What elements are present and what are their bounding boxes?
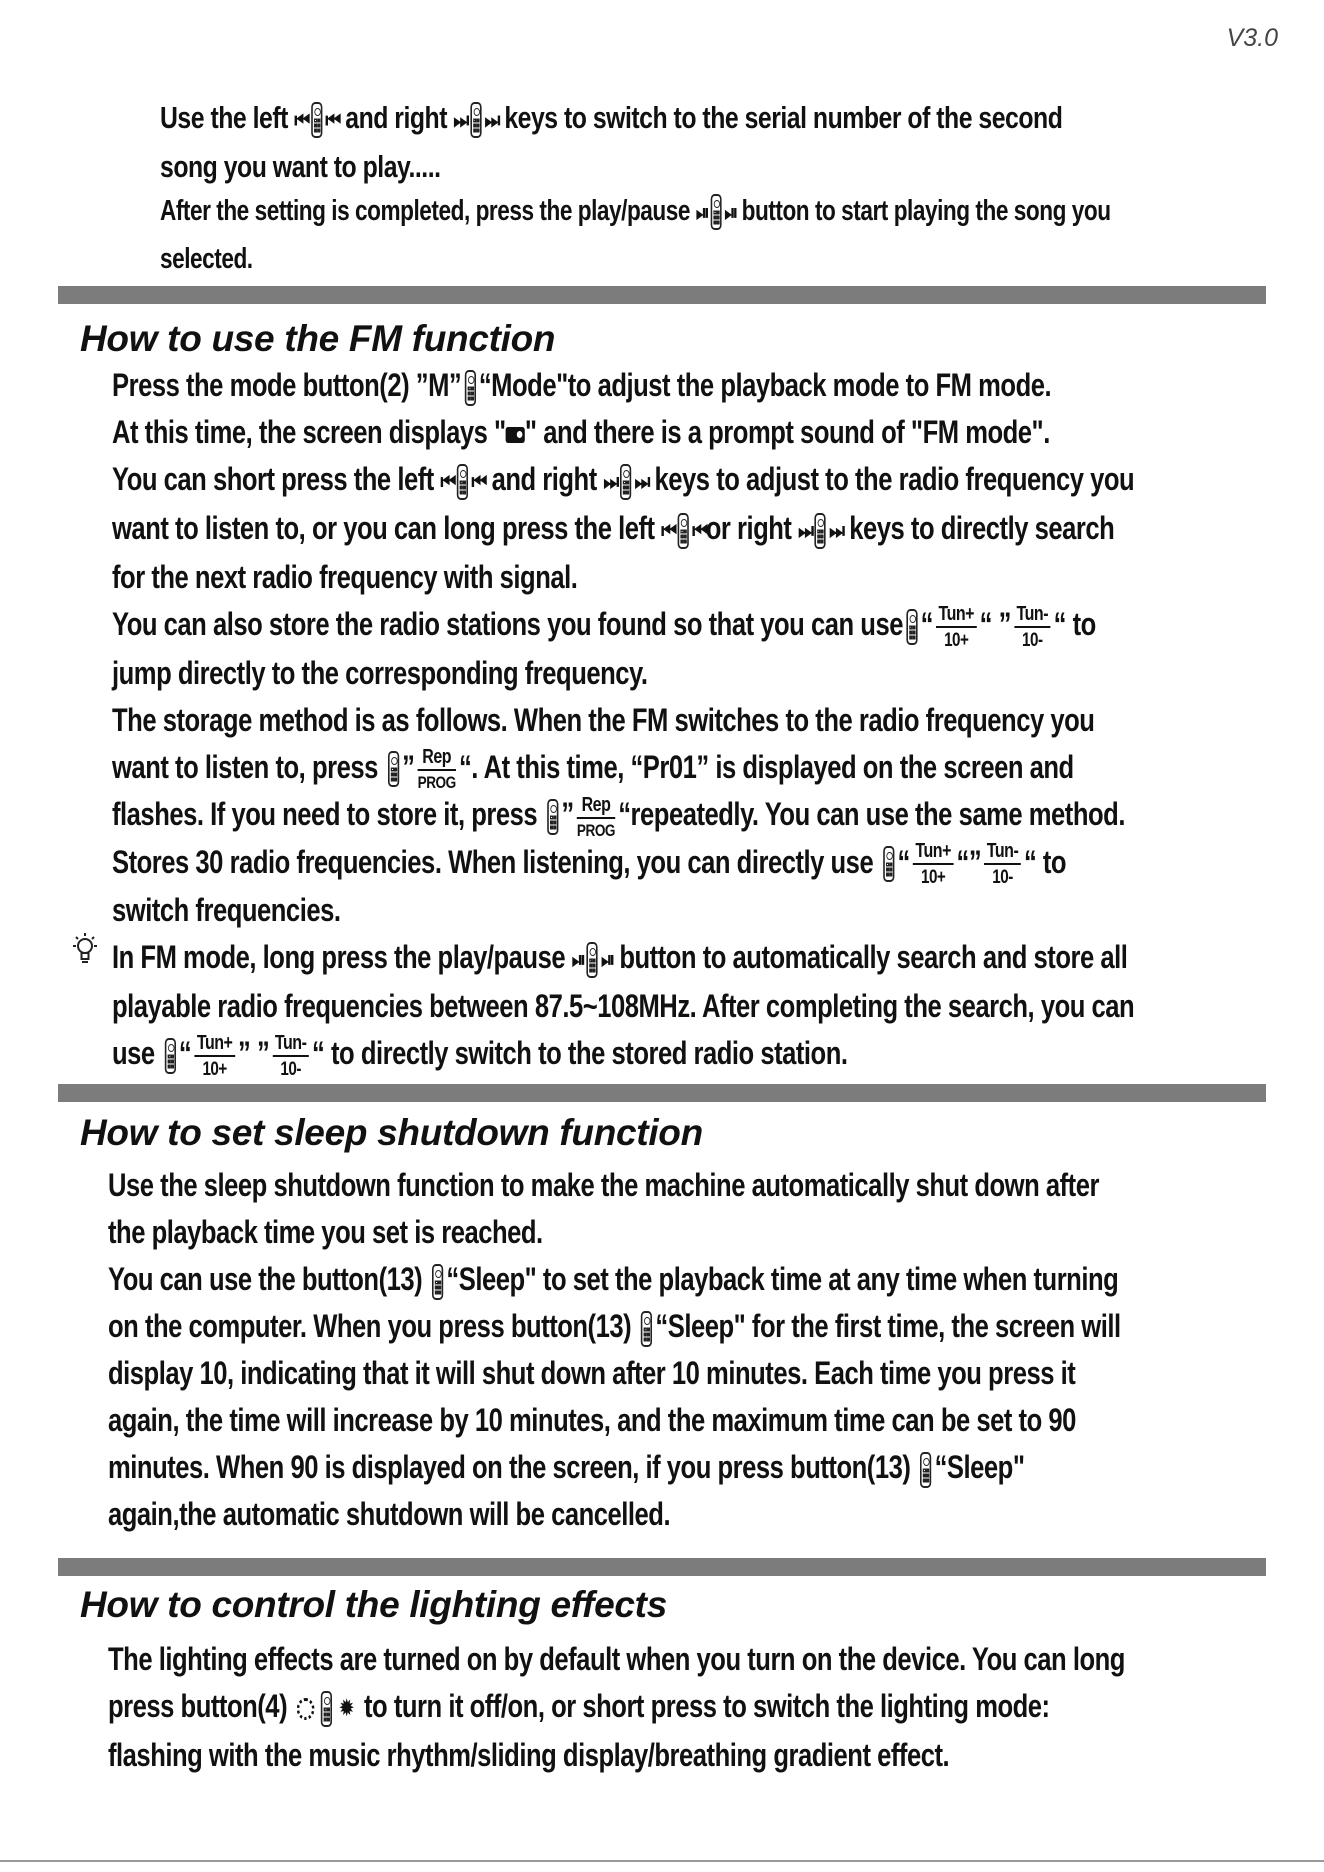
previous-track-icon: ⏮ [294, 107, 308, 133]
play-pause-icon: ⏯ [571, 947, 584, 973]
tun-minus-button-label: $\frac{\text{Tun-}}{10-}$ [1014, 604, 1050, 650]
intro-paragraph-2: After the setting is completed, press the play/pause ⏯ ⏯ button to start playing the song you selected. [160, 195, 1111, 275]
next-track-icon: ⏭ [484, 107, 498, 133]
remote-control-icon [920, 1452, 931, 1488]
lighting-paragraph: The lighting effects are turned on by default when you turn on the device. You can long press button(4) ✹ to turn it off/on, or short press to switch the lighting mode: flashing with the music rhythm/sliding display/breathing gradient effect. [108, 1641, 1125, 1774]
previous-track-icon: ⏮ [471, 469, 485, 495]
remote-control-icon [464, 370, 475, 406]
next-track-icon: ⏭ [829, 518, 843, 544]
radio-icon [506, 427, 525, 443]
play-pause-icon: ⏯ [695, 199, 708, 225]
lighting-section-body [108, 1636, 1132, 1779]
remote-control-icon [678, 513, 689, 549]
next-track-icon: ⏭ [603, 469, 617, 495]
section-heading-sleep: How to set sleep shutdown function [80, 1112, 703, 1153]
fm-tip-paragraph: In FM mode, long press the play/pause ⏯ ⏯ button to automatically search and store all playable radio frequencies between 87.5~108MHz. After completing the search, you can use “ $\frac{\text{Tun+}}{10+}$ ” ” $\frac{\text{Tun-}}{10-}$ “ to directly switch to the stored radio station. [112, 939, 1135, 1080]
lightbulb-tip-icon [70, 932, 100, 968]
section-heading-lighting: How to control the lighting effects [80, 1584, 667, 1625]
remote-control-icon [815, 513, 826, 549]
sleep-paragraph: You can use the button(13) “Sleep" to set the playback time at any time when turning on the computer. When you press button(13) “Sleep" for the first time, the screen will display 10, indicating that it will shut down after 10 minutes. Each time you press it again, the time will increase by 10 minutes, and the maximum time can be set to 90 minutes. When 90 is displayed on the screen, if you press button(13) “Sleep" again,the automatic shutdown will be cancelled. [108, 1261, 1121, 1532]
remote-control-icon [165, 1038, 176, 1074]
remote-control-icon [620, 464, 631, 500]
remote-control-icon [587, 942, 598, 978]
next-track-icon: ⏭ [634, 469, 648, 495]
light-ring-icon [297, 1698, 315, 1720]
tun-minus-button-label: $\frac{\text{Tun-}}{10-}$ [272, 1033, 308, 1079]
remote-control-icon [883, 846, 894, 882]
sleep-section-body [108, 1162, 1132, 1538]
remote-control-icon [906, 609, 917, 645]
fm-paragraph: You can also store the radio stations you found so that you can use “ $\frac{\text{Tun+}}{10+}$ “ ” $\frac{\text{Tun-}}{10-}$ “ to jump directly to the corresponding frequency. [112, 602, 1096, 691]
next-track-icon: ⏭ [798, 518, 812, 544]
tun-plus-button-label: $\frac{\text{Tun+}}{10+}$ [194, 1033, 234, 1079]
remote-control-icon [641, 1311, 652, 1347]
fm-paragraph: You can short press the left ⏮ ⏮ and right ⏭ ⏭ keys to adjust to the radio frequency you want to listen to, or you can long press the left ⏮ ⏮or right ⏭ ⏭ keys to directly search for the next radio frequency with signal. [112, 461, 1135, 596]
rep-prog-button-label: $\frac{\text{Rep}}{\text{PROG}}$ [417, 746, 456, 793]
section-divider [58, 1084, 1266, 1102]
tun-minus-button-label: $\frac{\text{Tun-}}{10-}$ [984, 841, 1020, 887]
previous-track-icon: ⏮ [440, 469, 454, 495]
section-divider [58, 1558, 1266, 1576]
remote-control-icon [547, 799, 558, 835]
tun-plus-button-label: $\frac{\text{Tun+}}{10+}$ [936, 604, 976, 650]
remote-control-icon [457, 464, 468, 500]
previous-track-icon: ⏮ [661, 518, 675, 544]
sleep-paragraph: Use the sleep shutdown function to make the machine automatically shut down after the playback time you set is reached. [108, 1167, 1099, 1250]
previous-track-icon: ⏮ [692, 518, 706, 544]
tun-plus-button-label: $\frac{\text{Tun+}}{10+}$ [913, 841, 953, 887]
intro-paragraph: Use the left ⏮ ⏮ and right ⏭ ⏭ keys to switch to the serial number of the second song you want to play..... [160, 100, 1063, 185]
remote-control-icon [710, 194, 721, 230]
next-track-icon: ⏭ [453, 107, 467, 133]
play-pause-icon: ⏯ [601, 947, 613, 973]
fm-paragraph: The storage method is as follows. When the FM switches to the radio frequency you want to listen to, press ” $\frac{\text{Rep}}{\text{PROG}}$ “. At this time, “Pr01” is displayed on the screen and flashes. If you need to store it, press ” $\frac{\text{Rep}}{\text{PROG}}$ “repeatedly. You can use the same method. Stores 30 radio frequencies. When listening, you can directly use “ $\frac{\text{Tun+}}{10+}$ “” $\frac{\text{Tun-}}{10-}$ “ to switch frequencies. [112, 701, 1125, 929]
fm-paragraph: At this time, the screen displays " " and there is a prompt sound of "FM mode". [112, 414, 1050, 450]
section-heading-fm: How to use the FM function [80, 318, 556, 359]
remote-control-icon [321, 1691, 332, 1727]
remote-control-icon [432, 1264, 443, 1300]
version-label: V3.0 [1226, 24, 1278, 52]
rep-prog-button-label: $\frac{\text{Rep}}{\text{PROG}}$ [576, 793, 616, 840]
remote-control-icon [311, 102, 322, 138]
page-bottom-rule [0, 1860, 1324, 1862]
remote-control-icon [470, 102, 481, 138]
fm-section-body [112, 362, 1136, 1079]
fm-paragraph: Press the mode button(2) ”M” “Mode"to adjust the playback mode to FM mode. [112, 362, 1136, 409]
previous-track-icon: ⏮ [325, 107, 339, 133]
play-pause-icon: ⏯ [724, 199, 736, 225]
light-bulb-icon: ✹ [338, 1695, 355, 1723]
section-divider [58, 286, 1266, 304]
remote-control-icon [388, 751, 399, 787]
